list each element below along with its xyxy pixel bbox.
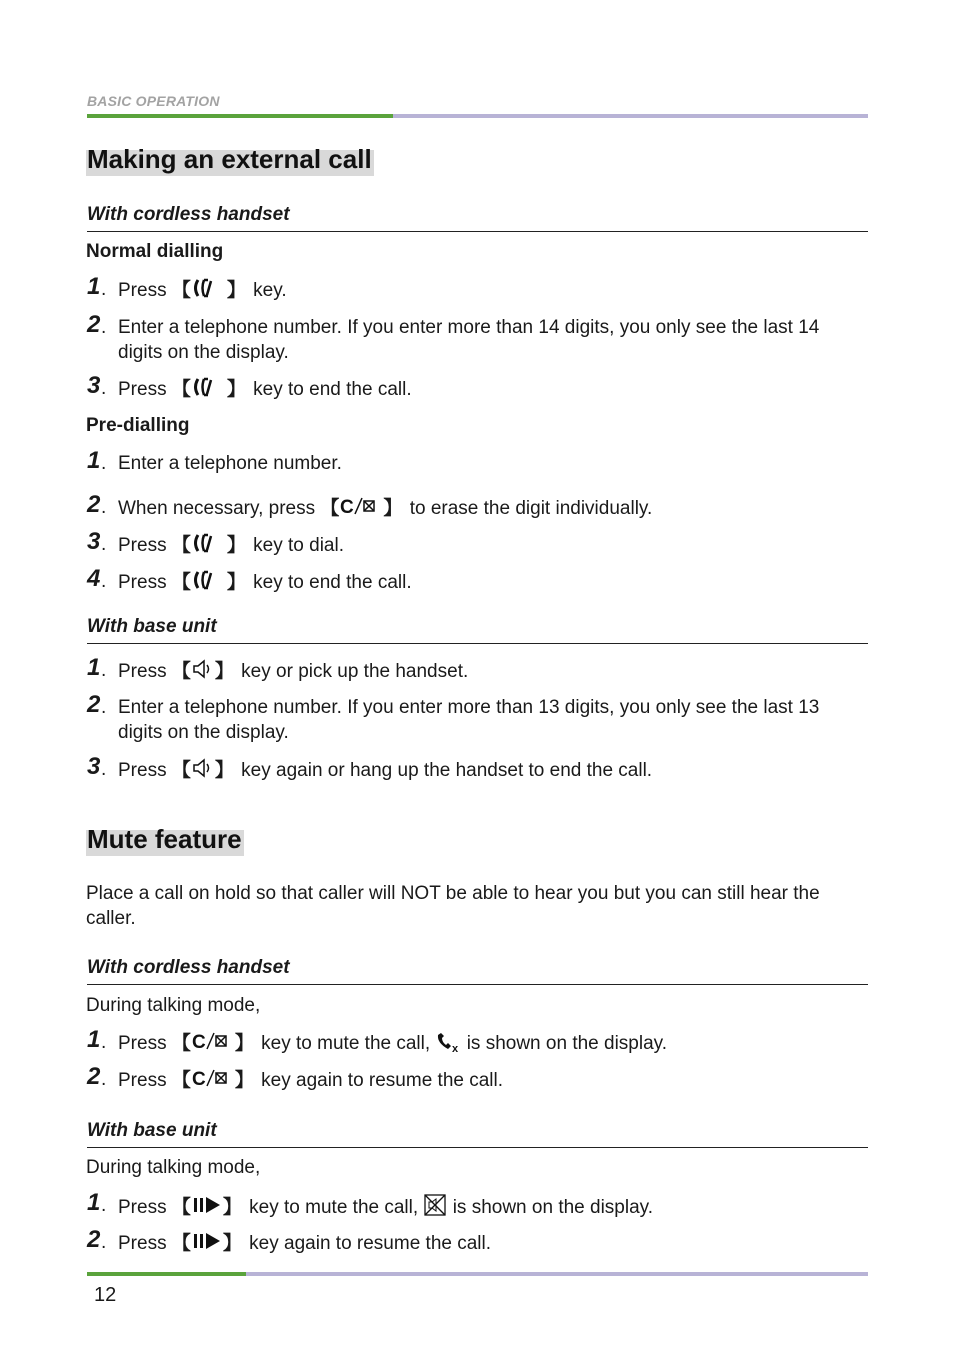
label-normal-dialling: Normal dialling — [86, 241, 224, 262]
speaker-key-icon: 【 】 — [171, 760, 234, 781]
step-number: 1 — [87, 1026, 101, 1053]
step-text: Enter a telephone number. If you enter more than 14 digits, you only see the last 14 digits on the display. — [118, 317, 820, 363]
speaker-key-icon: 【 】 — [171, 661, 234, 682]
play-pause-key-icon: 【 】 — [171, 1233, 242, 1254]
step-number: 2 — [87, 311, 101, 338]
subheading-cordless-handset: With cordless handset — [87, 204, 868, 232]
step-text: key to mute the call, — [249, 1197, 419, 1218]
step-number: 2 — [87, 691, 101, 718]
step-text: Press — [118, 572, 167, 593]
step-number: 2 — [87, 491, 101, 518]
section-tag: BASIC OPERATION — [87, 93, 220, 109]
subheading-base-unit: With base unit — [87, 1120, 868, 1148]
step-number: 1 — [87, 1189, 101, 1216]
step-text: Press — [118, 1070, 167, 1091]
svg-text:C: C — [191, 1069, 206, 1089]
step-number: 4 — [87, 565, 101, 592]
step-text: key again or hang up the handset to end the call. — [241, 760, 653, 781]
step-text: key again to resume the call. — [261, 1070, 504, 1091]
step-number: 1 — [87, 273, 101, 300]
step-text: Enter a telephone number. — [118, 453, 342, 474]
step-number: 1 — [87, 447, 101, 474]
step-text: Press — [118, 535, 167, 556]
step-text: Press — [118, 1033, 167, 1054]
step-text: key again to resume the call. — [249, 1233, 492, 1254]
talk-key-icon: 【 】 — [171, 535, 246, 556]
talk-key-icon: 【 】 — [171, 379, 246, 400]
step-text: When necessary, press — [118, 498, 316, 519]
clear-mute-key-icon: 【 C 】 — [171, 1032, 254, 1054]
subheading-base-unit: With base unit — [87, 616, 868, 644]
step-text: Enter a telephone number. If you enter more than 13 digits, you only see the last 13 digits on the display. — [118, 697, 820, 743]
step-number: 3 — [87, 528, 101, 555]
step-text: is shown on the display. — [466, 1033, 668, 1054]
step-number: 1 — [87, 654, 101, 681]
step: 2 . Enter a telephone number. If you enter more than 14 digits, you only see the last 14 digits on the display. — [87, 315, 857, 365]
mute-box-icon — [423, 1197, 447, 1218]
step-text: Press — [118, 760, 167, 781]
play-pause-key-icon: 【 】 — [171, 1197, 242, 1218]
lead-text: During talking mode, — [86, 995, 261, 1016]
footer-rule — [87, 1272, 868, 1276]
clear-mute-key-icon: 【 C 】 — [320, 497, 403, 519]
step-text: key. — [253, 280, 287, 301]
section-title-mute-feature: Mute feature — [87, 824, 242, 854]
step-number: 2 — [87, 1226, 101, 1253]
step-text: Press — [118, 661, 167, 682]
step-number: 2 — [87, 1063, 101, 1090]
step-text: key to end the call. — [253, 572, 412, 593]
talk-key-icon: 【 】 — [171, 280, 246, 301]
step-text: key to mute the call, — [261, 1033, 431, 1054]
section-title-external-call: Making an external call — [87, 144, 372, 174]
step-text: key or pick up the handset. — [241, 661, 469, 682]
step-text: to erase the digit individually. — [409, 498, 653, 519]
page-number: 12 — [94, 1284, 117, 1306]
mute-intro: Place a call on hold so that caller will NOT be able to hear you but you can still hear the caller. — [86, 883, 820, 929]
step-text: Press — [118, 1197, 167, 1218]
subheading-cordless-handset: With cordless handset — [87, 957, 868, 985]
step-number: 3 — [87, 372, 101, 399]
label-pre-dialling: Pre-dialling — [86, 415, 190, 436]
lead-text: During talking mode, — [86, 1157, 261, 1178]
step: 2 . Enter a telephone number. If you enter more than 13 digits, you only see the last 13 digits on the display. — [87, 695, 857, 745]
clear-mute-key-icon: 【 C 】 — [171, 1069, 254, 1091]
svg-text:x: x — [452, 1043, 459, 1053]
step-number: 3 — [87, 753, 101, 780]
svg-text:C: C — [191, 1032, 206, 1052]
step-text: is shown on the display. — [452, 1197, 654, 1218]
svg-text:C: C — [340, 497, 355, 517]
talk-key-icon: 【 】 — [171, 572, 246, 593]
header-rule — [87, 114, 868, 118]
mute-phone-icon — [435, 1033, 461, 1054]
step-text: key to dial. — [253, 535, 344, 556]
step-text: Press — [118, 1233, 167, 1254]
step-text: Press — [118, 379, 167, 400]
step-text: Press — [118, 280, 167, 301]
step-text: key to end the call. — [253, 379, 412, 400]
